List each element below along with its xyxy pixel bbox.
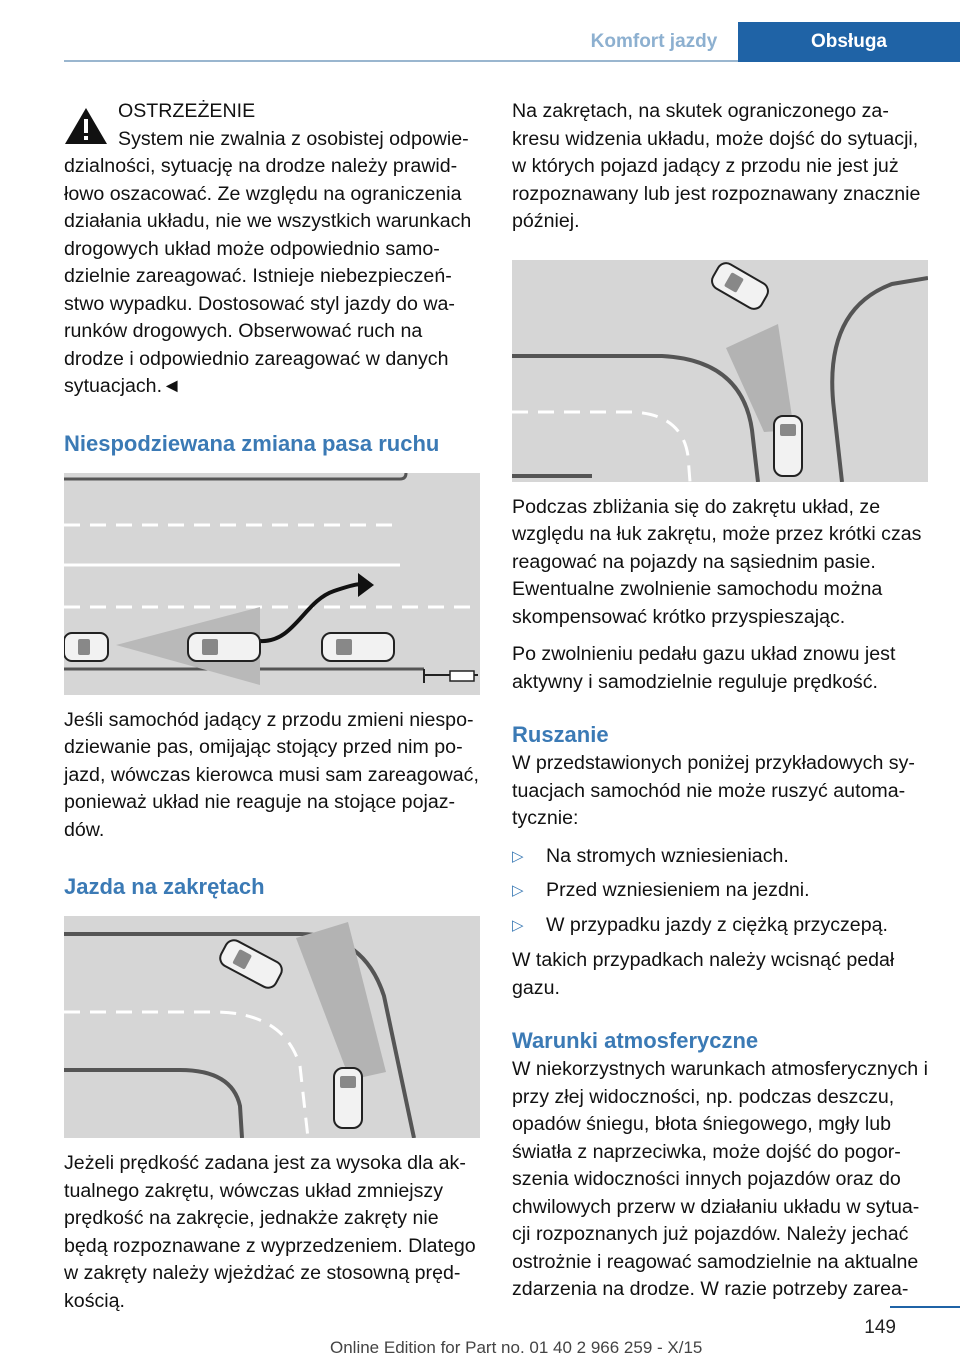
curve-illustration-right bbox=[512, 260, 928, 482]
warning-icon bbox=[64, 106, 108, 146]
warning-line-1: System nie zwalnia z osobistej odpowie- bbox=[118, 127, 469, 150]
warning-text: dzialności, sytuację na drodze należy prawid-łowo oszacować. Ze względu na ograniczenia działania układu, nie we wszystkich warunkach drogowych układ może odpowiednio samo-dzielnie zareagować. Istnieje niebezpieczeń-stwo wypadku. Dostosować styl jazdy do wa-runków drogowych. Obserwować ruch na drodze i odpowiednio zareagować w danych sytuacjach.◄ bbox=[64, 155, 472, 397]
start-after-text: W takich przypadkach należy wcisnąć pedał gazu. bbox=[512, 949, 895, 999]
curves-right-paragraph-2: Podczas zbliżania się do zakrętu układ, ze względu na łuk zakrętu, może przez krótki czas reagować na pojazdy na sąsiednim pasie. Ewentualne zwolnienie samochodu można skompensować krótko przyspieszając. bbox=[512, 495, 922, 628]
list-item: ▷ W przypadku jazdy z ciężką przyczepą. bbox=[512, 912, 932, 940]
start-list bbox=[512, 843, 932, 940]
curves-right-paragraph-3: Po zwolnieniu pedału gazu układ znowu jest aktywny i samodzielnie reguluje prędkość. bbox=[512, 643, 896, 693]
right-column bbox=[512, 98, 932, 1314]
list-item: ▷ Przed wzniesieniem na jezdni. bbox=[512, 877, 932, 905]
weather-heading: Warunki atmosferyczne bbox=[512, 1028, 759, 1053]
bullet-triangle-icon: ▷ bbox=[512, 847, 524, 865]
curves-heading: Jazda na zakrętach bbox=[64, 874, 265, 899]
lane-change-text: Jeśli samochód jadący z przodu zmieni niespo-dziewanie pas, omijając stojący przed nim po-jazd, wówczas kierowca musi sam zareagować, ponieważ układ nie reaguje na stojące pojaz-dów. bbox=[64, 708, 479, 841]
edition-note: Online Edition for Part no. 01 40 2 966 259 - X/15 bbox=[330, 1338, 703, 1357]
curves-right-paragraph-1: Na zakrętach, na skutek ograniczonego za-kresu widzenia układu, może dojść do sytuacji, w których pojazd jadący z przodu nie jest już rozpoznawany lub jest rozpoznawany znacznie później. bbox=[512, 100, 921, 232]
warning-title: OSTRZEŻENIE bbox=[118, 100, 256, 122]
lane-change-heading: Niespodziewana zmiana pasa ruchu bbox=[64, 430, 440, 456]
curve-illustration-left bbox=[64, 916, 480, 1138]
bullet-triangle-icon: ▷ bbox=[512, 882, 524, 899]
footer-rule bbox=[890, 1306, 960, 1308]
left-column bbox=[64, 98, 482, 1325]
header-chapter-tab: Obsługa bbox=[738, 22, 960, 62]
warning-box bbox=[64, 98, 482, 401]
page-number: 149 bbox=[864, 1317, 896, 1338]
list-item: ▷ Na stromych wzniesieniach. bbox=[512, 843, 932, 871]
bullet-triangle-icon: ▷ bbox=[512, 916, 524, 934]
start-heading: Ruszanie bbox=[512, 722, 609, 747]
lane-change-illustration bbox=[64, 473, 480, 695]
curves-text: Jeżeli prędkość zadana jest za wysoka dla ak-tualnego zakrętu, wówczas układ zmniejszy prędkość na zakręcie, jednakże zakręty nie będą rozpoznawane z wyprzedzeniem. Dlatego w zakręty należy wjeżdżać ze stosowną pręd-kością. bbox=[64, 1152, 476, 1312]
start-text: W przedstawionych poniżej przykładowych sy-tuacjach samochód nie może ruszyć automa-tycznie: bbox=[512, 752, 915, 829]
header-section: Komfort jazdy bbox=[590, 31, 718, 52]
weather-text: W niekorzystnych warunkach atmosferycznych i przy złej widoczności, np. podczas deszczu, opadów śniegu, błota śniegowego, mgły lub światła z naprzeciwka, może dojść do pogor-szenia widoczności innych pojazdów oraz do chwilowych przerw w działaniu układu w sytua-cji rozpoznanych już pojazdów. Należy jechać ostrożnie i reagować samodzielnie na aktualne zdarzenia na drodze. W razie potrzeby zarea- bbox=[512, 1058, 928, 1300]
